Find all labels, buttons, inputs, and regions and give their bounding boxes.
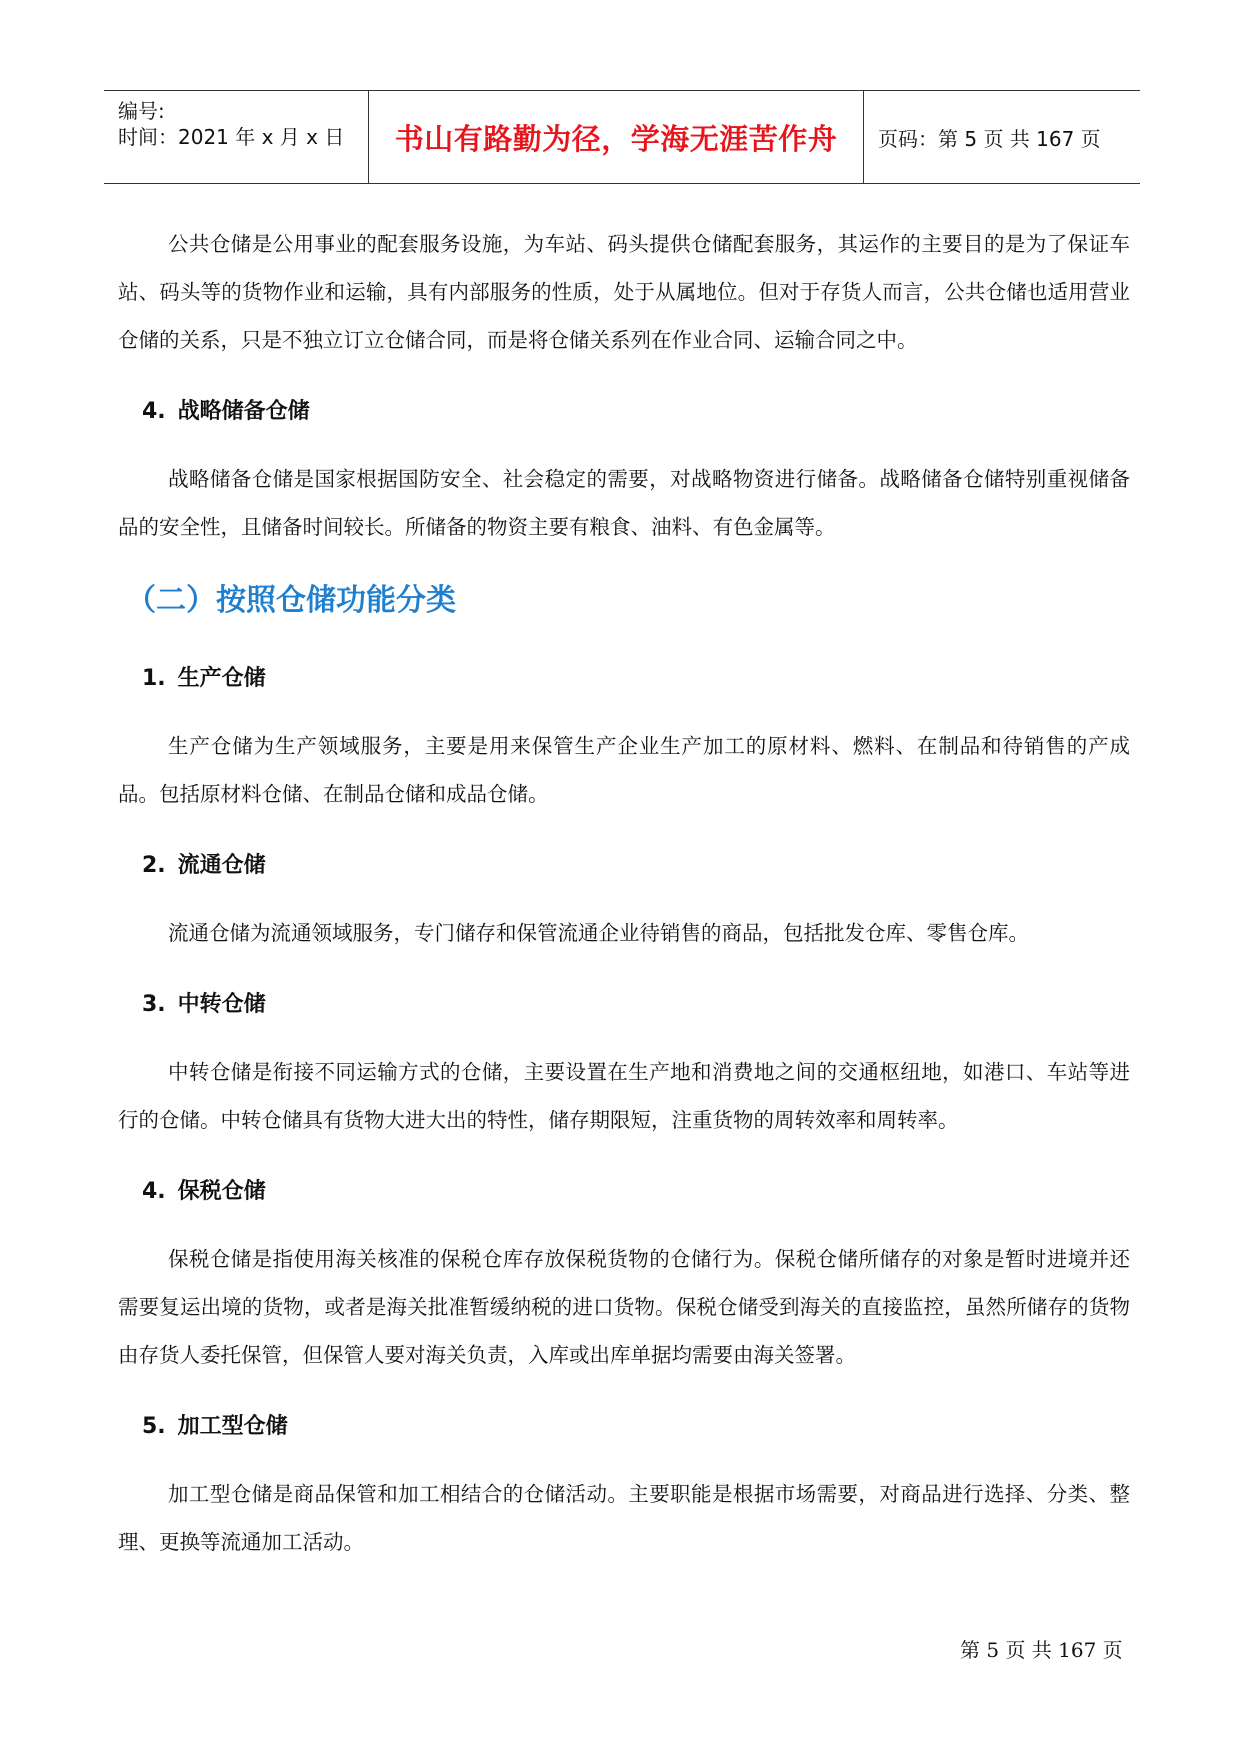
doc-number-label: 编号: — [118, 99, 165, 123]
heading-number: 5. — [142, 1414, 166, 1439]
header-page-code: 页码：第 5 页 共 167 页 — [878, 126, 1101, 151]
header-motto: 书山有路勤为径，学海无涯苦作舟 — [394, 121, 838, 156]
page-footer: 第 5 页 共 167 页 — [960, 1638, 1123, 1662]
paragraph-production-storage: 生产仓储为生产领域服务，主要是用来保管生产企业生产加工的原材料、燃料、在制品和待销售的产成品。包括原材料仓储、在制品仓储和成品仓储。 — [118, 734, 1130, 806]
heading-number: 2. — [142, 853, 166, 878]
heading-text: 生产仓储 — [177, 666, 266, 691]
heading-number: 1. — [142, 666, 166, 691]
header-page-cell — [864, 91, 1140, 183]
heading-bonded-storage — [118, 1174, 1130, 1205]
paragraph-strategic-storage: 战略储备仓储是国家根据国防安全、社会稳定的需要，对战略物资进行储备。战略储备仓储特别重视储备品的安全性，且储备时间较长。所储备的物资主要有粮食、油料、有色金属等。 — [118, 467, 1130, 539]
heading-production-storage — [118, 661, 1130, 692]
header-info-cell — [104, 91, 369, 183]
heading-text: 中转仓储 — [177, 992, 266, 1017]
paragraph-bonded-storage: 保税仓储是指使用海关核准的保税仓库存放保税货物的仓储行为。保税仓储所储存的对象是暂时进境并还需要复运出境的货物，或者是海关批准暂缓纳税的进口货物。保税仓储受到海关的直接监控，虽然所储存的货物由存货人委托保管，但保管人要对海关负责，入库或出库单据均需要由海关签署。 — [118, 1247, 1130, 1367]
heading-transit-storage — [118, 987, 1130, 1018]
heading-number: 4. — [142, 1179, 166, 1204]
heading-strategic-storage — [118, 394, 1130, 425]
heading-number: 4. — [142, 399, 166, 424]
heading-circulation-storage — [118, 848, 1130, 879]
heading-text: 加工型仓储 — [177, 1414, 288, 1439]
paragraph-processing-storage: 加工型仓储是商品保管和加工相结合的仓储活动。主要职能是根据市场需要，对商品进行选择、分类、整理、更换等流通加工活动。 — [118, 1482, 1130, 1554]
paragraph-circulation-storage: 流通仓储为流通领域服务，专门储存和保管流通企业待销售的商品，包括批发仓库、零售仓库。 — [168, 921, 1029, 945]
heading-processing-storage — [118, 1409, 1130, 1440]
paragraph-public-storage: 公共仓储是公用事业的配套服务设施，为车站、码头提供仓储配套服务，其运作的主要目的是为了保证车站、码头等的货物作业和运输，具有内部服务的性质，处于从属地位。但对于存货人而言，公共仓储也适用营业仓储的关系，只是不独立订立仓储合同，而是将仓储关系列在作业合同、运输合同之中。 — [118, 232, 1130, 352]
heading-text: 流通仓储 — [177, 853, 266, 878]
heading-number: 3. — [142, 992, 166, 1017]
doc-time-label: 时间：2021 年 x 月 x 日 — [118, 125, 345, 149]
paragraph-transit-storage: 中转仓储是衔接不同运输方式的仓储，主要设置在生产地和消费地之间的交通枢纽地，如港口、车站等进行的仓储。中转仓储具有货物大进大出的特性，储存期限短，注重货物的周转效率和周转率。 — [118, 1060, 1130, 1132]
heading-text: 战略储备仓储 — [177, 399, 310, 424]
section-title: （二）按照仓储功能分类 — [126, 583, 456, 618]
heading-text: 保税仓储 — [177, 1179, 266, 1204]
header-motto-cell — [369, 91, 864, 183]
document-body — [118, 220, 1130, 1566]
page-header — [104, 90, 1140, 184]
